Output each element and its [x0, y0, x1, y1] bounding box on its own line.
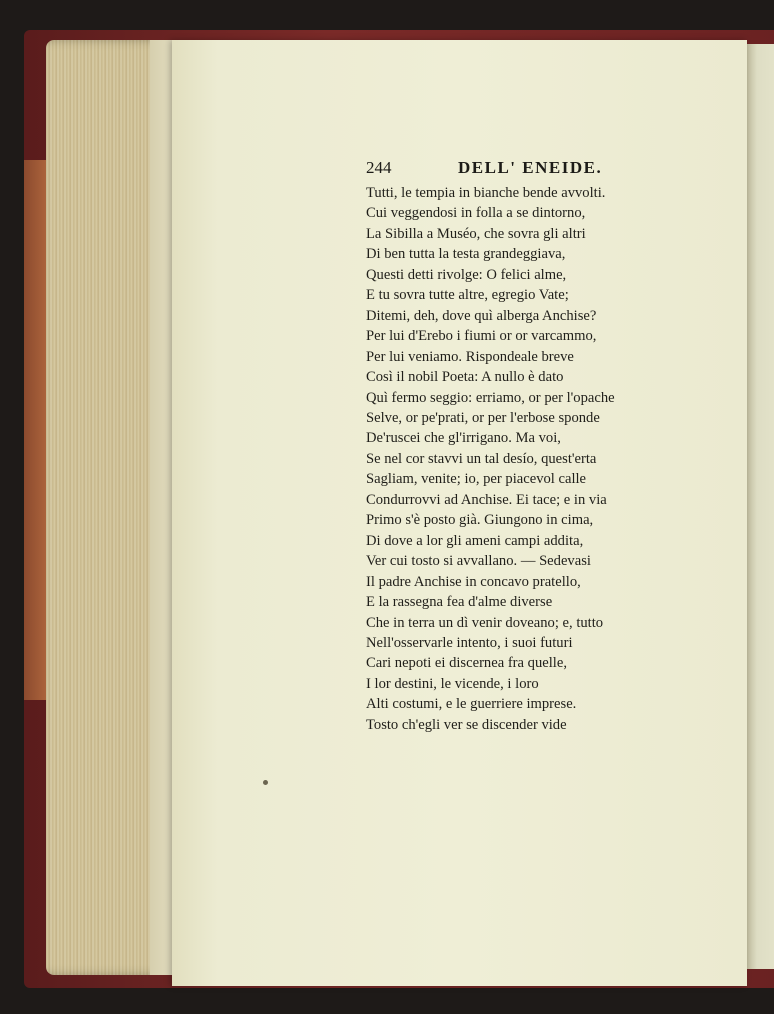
verse-line: Quì fermo seggio: erriamo, or per l'opache: [366, 389, 615, 406]
verse-line: Per lui veniamo. Rispondeale breve: [366, 348, 574, 365]
verse-line: Condurrovvi ad Anchise. Ei tace; e in via: [366, 491, 607, 508]
page-number: 244: [366, 158, 392, 177]
verse-line: E tu sovra tutte altre, egregio Vate;: [366, 287, 569, 304]
verse-line: I lor destini, le vicende, i loro: [366, 675, 539, 692]
paper-speck: [263, 780, 268, 785]
verse-line: Questi detti rivolge: O felici alme,: [366, 266, 567, 283]
verse-line: Sagliam, venite; io, per piacevol calle: [366, 471, 587, 488]
verse-line: Tutti, le tempia in bianche bende avvolti.: [366, 185, 606, 201]
verse-line: Alti costumi, e le guerriere imprese.: [366, 696, 577, 713]
verse-list: [366, 183, 656, 735]
verse-line: Tosto ch'egli ver se discender vide: [366, 716, 567, 733]
running-title: DELL' ENEIDE.: [458, 158, 603, 177]
verse-line: Così il nobil Poeta: A nullo è dato: [366, 369, 564, 386]
verse-line: Cui veggendosi in folla a se dintorno,: [366, 205, 586, 222]
verse-line: De'ruscei che gl'irrigano. Ma voi,: [366, 430, 561, 447]
verse-line: Cari nepoti ei discernea fra quelle,: [366, 655, 567, 672]
verse-line: Di dove a lor gli ameni campi addita,: [366, 532, 584, 549]
verse-line: Ver cui tosto si avvallano. — Sedevasi: [366, 553, 591, 570]
verse-line: Per lui d'Erebo i fiumi or or varcammo,: [366, 328, 597, 345]
verse-line: Ditemi, deh, dove quì alberga Anchise?: [366, 307, 597, 324]
verse-line: Primo s'è posto già. Giungono in cima,: [366, 512, 594, 529]
verse-line: La Sibilla a Muséo, che sovra gli altri: [366, 225, 586, 242]
verse-line: Selve, or pe'prati, or per l'erbose sponde: [366, 409, 600, 426]
page-header: [366, 158, 726, 182]
verse-line: Se nel cor stavvi un tal desío, quest'erta: [366, 450, 597, 467]
verse-line: Nell'osservarle intento, i suoi futuri: [366, 634, 573, 651]
verse-line: Il padre Anchise in concavo pratello,: [366, 573, 581, 590]
verse-line: Che in terra un dì venir doveano; e, tutto: [366, 614, 604, 631]
facing-page-edge: [745, 44, 774, 969]
verse-line: E la rassegna fea d'alme diverse: [366, 594, 553, 611]
verse-line: Di ben tutta la testa grandeggiava,: [366, 246, 566, 263]
